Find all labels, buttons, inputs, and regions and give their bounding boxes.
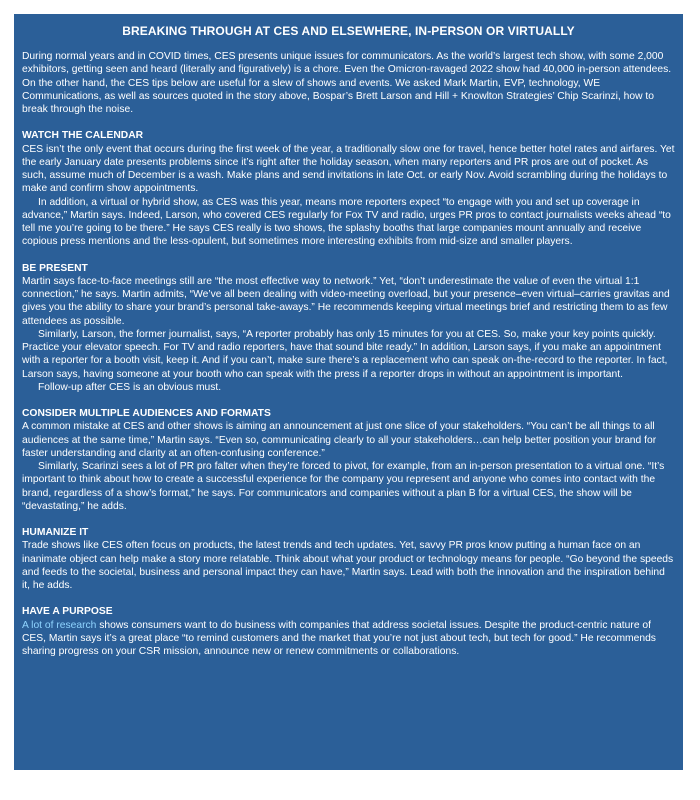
section-paragraph: A common mistake at CES and other shows is aiming an announcement at just one slice of your stakeholders. “You can’t be all things to all audiences at the same time,” Martin says. “Even so, communicating clearly to all your stakeholders…can help better position your brand for faster understanding and clarity at an often-confusing conference.” bbox=[22, 421, 657, 459]
sidebar-box bbox=[14, 14, 683, 770]
section-paragraph: Similarly, Scarinzi sees a lot of PR pro falter when they’re forced to pivot, for example, from an in-person presentation to a virtual one. “It’s important to think about how to create a successful experience for the company you represent and anyone who comes into contact with the brand, regardless of a show’s format,” he says. For communicators and companies without a plan B for a virtual CES, the show will be “devastating,” he adds. bbox=[22, 461, 665, 512]
intro-paragraph: During normal years and in COVID times, CES presents unique issues for communicators. As the world’s largest tech show, with some 2,000 exhibitors, getting seen and heard (literally and figuratively) is a chore. Even the Omicron-ravaged 2022 show had 40,000 in-person attendees. On the other hand, the CES tips below are useful for a slew of shows and events. We asked Mark Martin, EVP, technology, WE Communications, as well as sources quoted in the story above, Bospar’s Brett Larson and Hill + Knowlton Strategies’ Chip Scarinzi, how to break through the noise. bbox=[22, 51, 672, 115]
box-title: BREAKING THROUGH AT CES AND ELSEWHERE, IN-PERSON OR VIRTUALLY bbox=[122, 24, 575, 38]
section-heading-audiences: CONSIDER MULTIPLE AUDIENCES AND FORMATS bbox=[22, 408, 271, 419]
section-heading-calendar: WATCH THE CALENDAR bbox=[22, 130, 144, 142]
research-link[interactable]: A lot of research bbox=[22, 619, 97, 631]
section-paragraph: Martin says face-to-face meetings still are “the most effective way to network.” Yet, “don’t underestimate the value of even the virtual 1:1 connection,” he says. Martin admits, “We’ve all been dealing with video-meeting overload, but your presence–even virtual–carries gravitas and gives you the ability to share your brand’s personal take-aways.” He recommends keeping virtual meetings brief and restricting them to as few attendees as possible. bbox=[22, 275, 670, 327]
section-paragraph: Trade shows like CES often focus on products, the latest trends and tech updates. Yet, savvy PR pros know putting a human face on an inanimate object can help make a story more relatable. Think about what your product or technology means for people. “Go beyond the speeds and feeds to the societal, business and personal impact they can have,” Martin says. Lead with both the innovation and the inspiration behind it, he adds. bbox=[22, 540, 674, 591]
section-paragraph: In addition, a virtual or hybrid show, as CES was this year, means more reporters expect “to engage with you and set up coverage in advance,” Martin says. Indeed, Larson, who covered CES regularly for Fox TV and radio, urges PR pros to contact journalists weeks ahead “to tell me you’re going to be there.” He says CES really is two shows, the splashy booths that large companies mount annually and receive copious press mentions and the less-opulent, but sometimes more interesting exhibits from mid-size and smaller players. bbox=[22, 196, 671, 248]
purpose-paragraph bbox=[22, 619, 675, 659]
section-paragraph: Follow-up after CES is an obvious must. bbox=[38, 381, 222, 393]
section-paragraph: CES isn’t the only event that occurs during the first week of the year, a traditionally slow one for travel, hence better hotel rates and airfares. Yet the early January date presents problems since it’s right after the holiday season, when many reporters and PR pros are out of pocket. As such, assume much of December is a wash. Make plans and send invitations in late Oct. or early Nov. Avoid scrambling during the holidays to make and confirm show appointments. bbox=[22, 143, 675, 195]
section-heading-humanize: HUMANIZE IT bbox=[22, 527, 89, 538]
section-paragraph: Similarly, Larson, the former journalist, says, “A reporter probably has only 15 minutes for you at CES. So, make your key points quickly. Practice your elevator speech. For TV and radio reporters, have that sound bite ready.” In addition, Larson says, if you make an appointment with a reporter for a booth visit, keep it. And if you can’t, make sure there’s a replacement who can speak on-the-record to the reporter. In fact, Larson says, having someone at your booth who can speak with the press if a reporter drops in without an appointment is important. bbox=[22, 328, 668, 380]
section-heading-present: BE PRESENT bbox=[22, 262, 88, 274]
purpose-text: shows consumers want to do business with companies that address societal issues. Despite the product-centric nature of CES, Martin says it’s a great place “to remind customers and the market that you’re not just about tech, but tech for good.” He recommends sharing progress on your CSR mission, announce new or renew commitments or collaborations. bbox=[22, 619, 656, 657]
section-heading-purpose: HAVE A PURPOSE bbox=[22, 606, 113, 618]
